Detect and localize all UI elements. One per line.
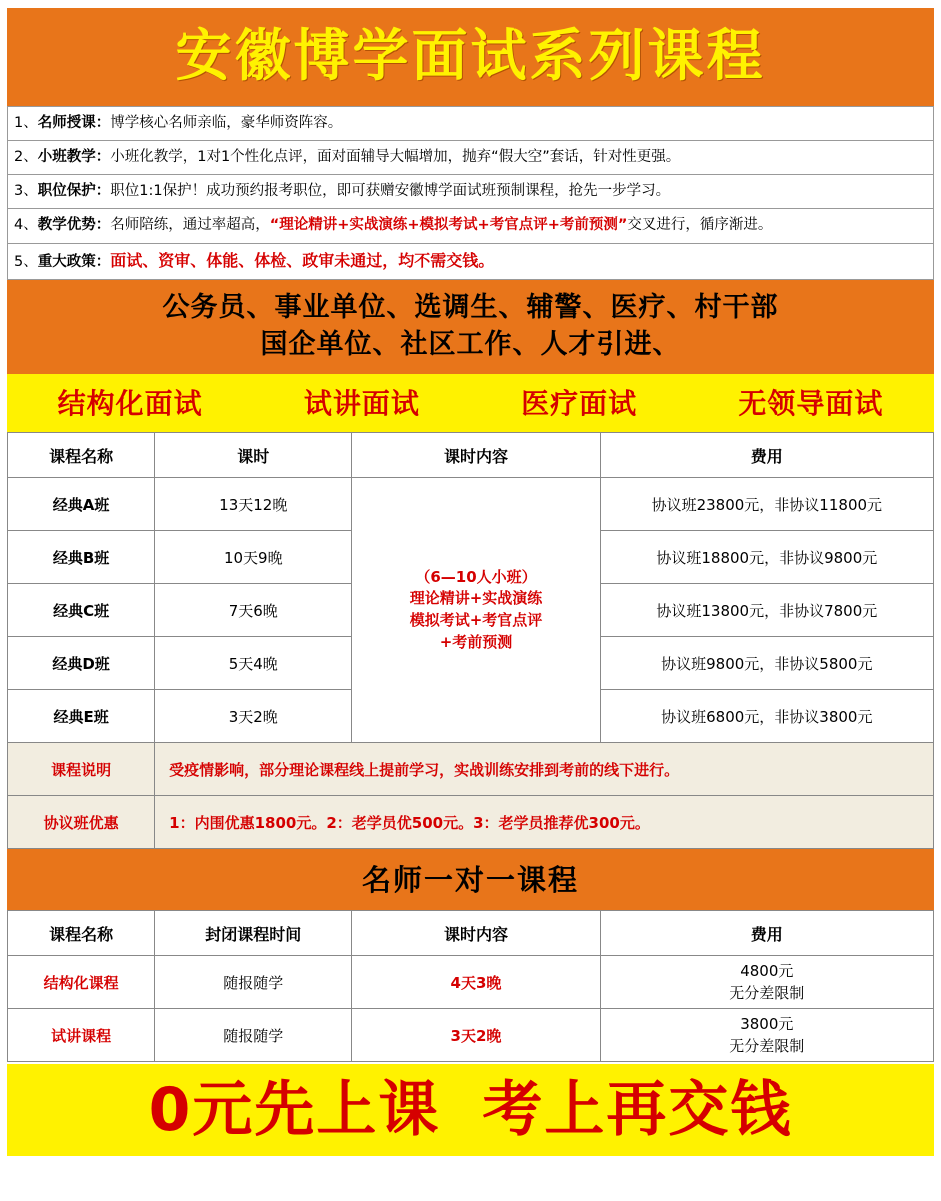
title-banner [7, 8, 934, 106]
column-header-contents: 课时内容 [352, 911, 600, 956]
categories-band [7, 280, 934, 375]
bottom-slogan-banner [7, 1064, 934, 1156]
note-label-discount: 协议班优惠 [8, 796, 155, 849]
course-fee: 协议班13800元，非协议7800元 [600, 584, 933, 637]
feature-label: 名师授课： [37, 115, 111, 131]
oto-course-hours: 4天3晚 [352, 956, 600, 1009]
course-hours: 5天4晚 [155, 637, 352, 690]
oto-course-hours: 3天2晚 [352, 1009, 600, 1062]
feature-text-cont: 交叉进行，循序渐进。 [627, 217, 773, 234]
feature-item [8, 174, 933, 208]
feature-index: 5、 [14, 253, 38, 270]
table-header-row [8, 433, 934, 478]
page-title: 安徽博学面试系列课程 [175, 24, 766, 89]
feature-item [8, 208, 933, 242]
note-text-discount: 1：内围优惠1800元。2：老学员优500元。3：老学员推荐优300元。 [155, 796, 934, 849]
oto-course-name: 试讲课程 [8, 1009, 155, 1062]
feature-policy-text: 面试、资审、体能、体检、政审未通过，均不需交钱。 [110, 250, 495, 270]
note-label-course-info: 课程说明 [8, 743, 155, 796]
column-header-hours: 课时 [155, 433, 352, 478]
course-name: 经典B班 [8, 531, 155, 584]
oto-fee-note: 无分差限制 [729, 984, 805, 1003]
course-contents [352, 478, 600, 743]
one-on-one-table [7, 910, 934, 1062]
feature-highlight: “理论精讲+实战演练+模拟考试+考官点评+考前预测” [269, 217, 628, 234]
oto-course-fee [600, 956, 933, 1009]
column-header-closed-time: 封闭课程时间 [155, 911, 352, 956]
main-course-table [7, 432, 934, 849]
interview-type-medical: 医疗面试 [521, 387, 638, 421]
contents-line: （6—10人小班） [415, 567, 537, 586]
table-row [8, 956, 934, 1009]
note-row [8, 796, 934, 849]
course-hours: 10天9晚 [155, 531, 352, 584]
table-row [8, 478, 934, 531]
table-header-row [8, 911, 934, 956]
column-header-fee: 费用 [600, 433, 933, 478]
slogan-right: 考上再交钱 [482, 1075, 793, 1146]
feature-text: 职位1:1保护！成功预约报考职位，即可获赠安徽博学面试班预制课程，抢先一步学习。 [110, 183, 671, 200]
table-row [8, 1009, 934, 1062]
contents-line: +考前预测 [439, 632, 513, 651]
course-hours: 3天2晚 [155, 690, 352, 743]
note-text-course-info: 受疫情影响，部分理论课程线上提前学习，实战训练安排到考前的线下进行。 [155, 743, 934, 796]
feature-list [7, 106, 934, 280]
oto-course-fee [600, 1009, 933, 1062]
feature-text: 小班化教学，1对1个性化点评，面对面辅导大幅增加，抛弃“假大空”套话，针对性更强。 [110, 149, 681, 166]
course-hours: 13天12晚 [155, 478, 352, 531]
feature-label: 教学优势： [37, 217, 111, 234]
interview-type-demo-lesson: 试讲面试 [303, 387, 420, 421]
course-fee: 协议班18800元，非协议9800元 [600, 531, 933, 584]
one-on-one-title: 名师一对一课程 [361, 863, 579, 898]
course-fee: 协议班6800元，非协议3800元 [600, 690, 933, 743]
feature-item [8, 106, 933, 140]
feature-text: 名师陪练，通过率超高， [110, 217, 270, 234]
oto-course-time: 随报随学 [155, 956, 352, 1009]
course-fee: 协议班23800元，非协议11800元 [600, 478, 933, 531]
categories-line-2: 国企单位、社区工作、人才引进、 [260, 328, 681, 360]
oto-course-name: 结构化课程 [8, 956, 155, 1009]
column-header-fee: 费用 [600, 911, 933, 956]
oto-fee-amount: 3800元 [740, 1014, 794, 1033]
course-hours: 7天6晚 [155, 584, 352, 637]
feature-item [8, 140, 933, 174]
note-row [8, 743, 934, 796]
feature-text: 博学核心名师亲临，豪华师资阵容。 [110, 115, 343, 131]
one-on-one-band [7, 849, 934, 910]
feature-label: 职位保护： [37, 183, 111, 200]
feature-label: 小班教学： [37, 149, 111, 166]
course-name: 经典A班 [8, 478, 155, 531]
feature-index: 1、 [14, 115, 38, 131]
interview-type-leaderless: 无领导面试 [738, 387, 884, 421]
feature-index: 3、 [14, 183, 38, 200]
oto-fee-amount: 4800元 [740, 961, 794, 980]
feature-index: 2、 [14, 149, 38, 166]
course-name: 经典E班 [8, 690, 155, 743]
oto-fee-note: 无分差限制 [729, 1037, 805, 1056]
slogan-left: 0元先上课 [148, 1075, 441, 1146]
column-header-contents: 课时内容 [352, 433, 600, 478]
course-fee: 协议班9800元，非协议5800元 [600, 637, 933, 690]
feature-index: 4、 [14, 217, 38, 234]
categories-line-1: 公务员、事业单位、选调生、辅警、医疗、村干部 [162, 291, 779, 323]
column-header-course-name: 课程名称 [8, 433, 155, 478]
contents-line: 模拟考试+考官点评 [409, 611, 543, 630]
oto-course-time: 随报随学 [155, 1009, 352, 1062]
contents-line: 理论精讲+实战演练 [409, 589, 543, 608]
interview-types-band [7, 374, 934, 432]
feature-item [8, 243, 933, 279]
course-name: 经典D班 [8, 637, 155, 690]
course-name: 经典C班 [8, 584, 155, 637]
column-header-course-name: 课程名称 [8, 911, 155, 956]
interview-type-structured: 结构化面试 [57, 387, 203, 421]
feature-label: 重大政策： [37, 253, 111, 270]
